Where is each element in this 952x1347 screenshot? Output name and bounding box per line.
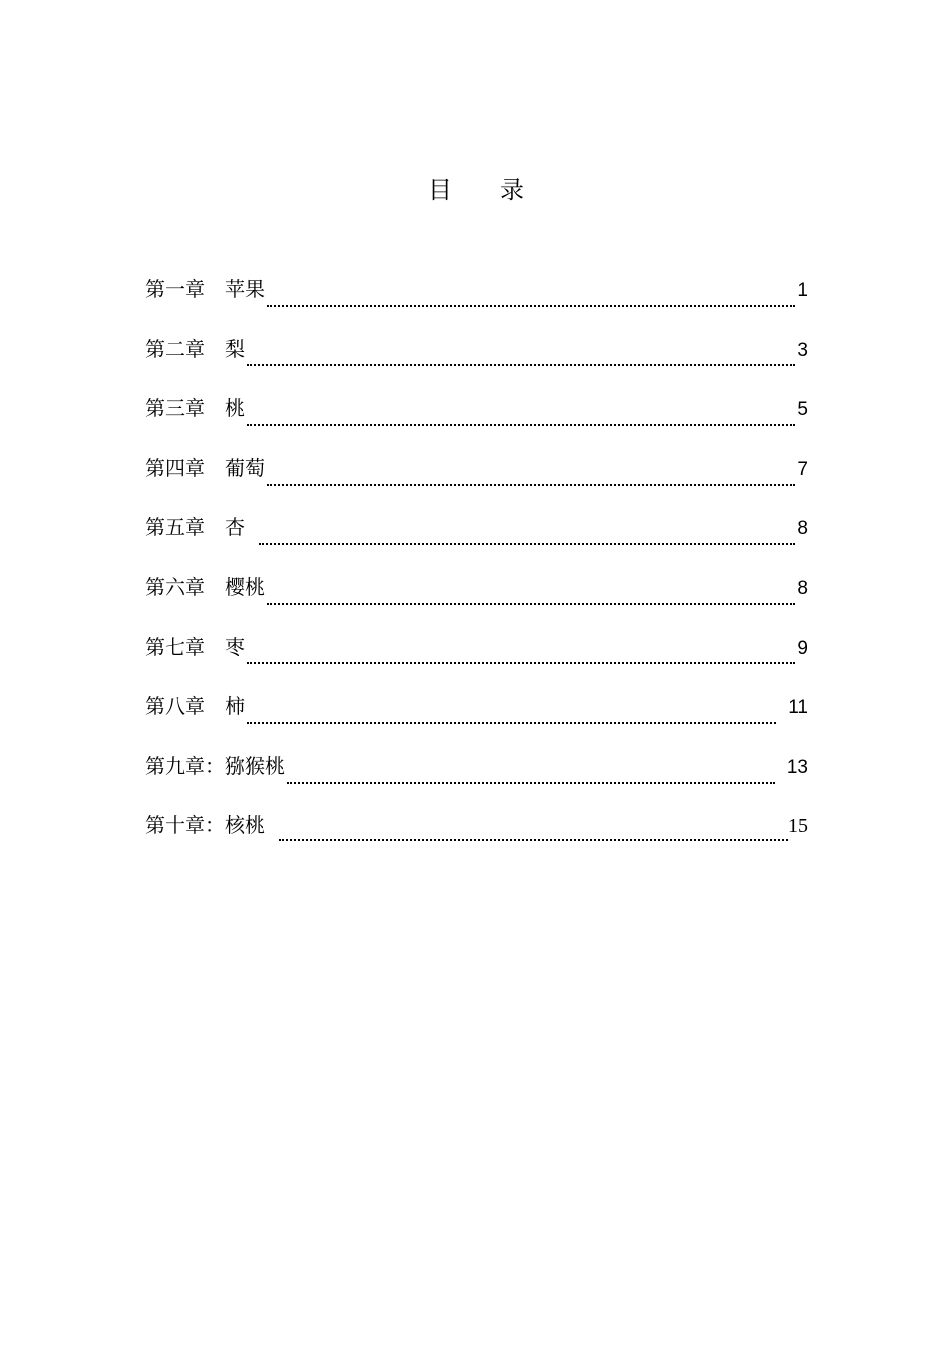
toc-page-number: 3 [797, 339, 808, 361]
toc-separator: ： [205, 753, 225, 778]
toc-chapter-name: 葡萄 [225, 455, 265, 480]
toc-separator: ： [205, 813, 225, 838]
toc-entry[interactable] [145, 270, 808, 330]
toc-dot-leader [247, 409, 795, 429]
toc-dot-leader [279, 826, 788, 846]
toc-separator [205, 270, 225, 308]
toc-chapter-name: 柿 [225, 694, 245, 719]
toc-list [145, 270, 808, 866]
toc-page-number: 13 [786, 756, 808, 778]
toc-entry[interactable] [145, 330, 808, 390]
toc-page-number: 8 [797, 518, 808, 540]
toc-chapter-label: 第七章 [145, 634, 205, 659]
toc-chapter-label: 第六章 [145, 574, 205, 599]
toc-chapter-name: 枣 [225, 634, 245, 659]
toc-dot-leader [259, 528, 795, 548]
toc-chapter-name: 樱桃 [225, 574, 265, 599]
toc-chapter-name: 杏 [225, 515, 245, 540]
toc-chapter-label: 第十章 [145, 813, 205, 838]
toc-entry[interactable] [145, 687, 808, 747]
toc-page-number: 11 [788, 697, 808, 719]
toc-dot-leader [267, 469, 795, 489]
toc-page-number: 1 [797, 280, 808, 301]
toc-separator [205, 508, 225, 546]
toc-dot-leader [267, 290, 795, 310]
toc-separator [205, 449, 225, 487]
toc-separator [205, 568, 225, 606]
toc-chapter-label: 第二章 [145, 336, 205, 361]
toc-entry[interactable] [145, 389, 808, 449]
toc-entry[interactable] [145, 508, 808, 568]
toc-chapter-label: 第九章 [145, 753, 205, 778]
toc-title-char-2: 录 [500, 176, 524, 204]
toc-chapter-name: 核桃 [225, 813, 265, 838]
toc-separator [205, 330, 225, 368]
toc-entry[interactable] [145, 449, 808, 509]
toc-chapter-name: 苹果 [225, 277, 265, 301]
toc-entry[interactable] [145, 628, 808, 688]
toc-chapter-label: 第一章 [145, 277, 205, 301]
toc-entry[interactable] [145, 806, 808, 866]
toc-separator [205, 628, 225, 666]
toc-separator [205, 389, 225, 427]
toc-chapter-name: 梨 [225, 336, 245, 361]
toc-chapter-label: 第三章 [145, 396, 205, 421]
toc-chapter-label: 第五章 [145, 515, 205, 540]
toc-title-char-1: 目 [428, 176, 452, 204]
toc-dot-leader [247, 647, 795, 667]
toc-chapter-label: 第四章 [145, 455, 205, 480]
toc-title [0, 174, 952, 206]
toc-separator [205, 687, 225, 725]
toc-chapter-label: 第八章 [145, 694, 205, 719]
toc-chapter-name: 猕猴桃 [225, 753, 285, 778]
toc-dot-leader [267, 588, 795, 608]
toc-page-number: 15 [788, 815, 808, 838]
toc-page-number: 5 [797, 399, 808, 421]
toc-entry[interactable] [145, 568, 808, 628]
toc-dot-leader [287, 767, 775, 787]
toc-page-number: 7 [797, 458, 808, 480]
toc-entry[interactable] [145, 747, 808, 807]
toc-chapter-name: 桃 [225, 396, 245, 421]
toc-page-number: 8 [797, 577, 808, 599]
toc-page-number: 9 [797, 637, 808, 659]
toc-dot-leader [247, 707, 776, 727]
toc-dot-leader [247, 349, 795, 369]
